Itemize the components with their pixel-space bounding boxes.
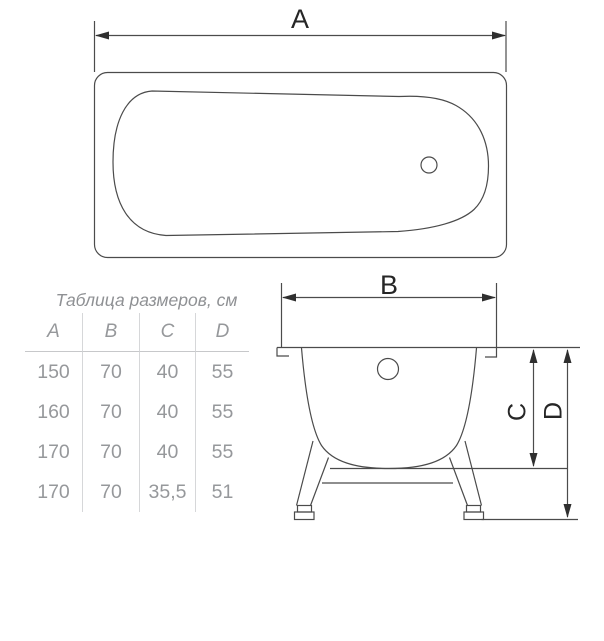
left-foot-ankle xyxy=(298,506,312,513)
right-foot-ankle xyxy=(467,506,481,513)
table-cell: 150 xyxy=(25,352,83,392)
table-cell: 51 xyxy=(211,480,234,503)
dim-c-arrow-down xyxy=(530,453,538,467)
table-cell: 35,5 xyxy=(140,472,196,512)
dim-b-arrow-left xyxy=(282,294,296,302)
table-cell: 70 xyxy=(83,432,140,472)
dim-a-arrow-left xyxy=(95,32,109,40)
left-foot-pad xyxy=(295,512,315,520)
dim-label-d: D xyxy=(539,401,568,421)
right-leg-outer-edge xyxy=(465,441,482,506)
table-cell: 170 xyxy=(25,472,83,512)
right-leg-inner-edge xyxy=(450,458,468,506)
left-leg-outer-edge xyxy=(297,441,314,506)
dim-a-arrow-right xyxy=(492,32,506,40)
overflow-hole xyxy=(378,359,399,380)
table-cell: 40 xyxy=(140,352,196,392)
table-cell: 70 xyxy=(83,352,140,392)
table-cell: 55 xyxy=(211,400,234,423)
table-header-d: D xyxy=(196,313,249,352)
table-cell: 40 xyxy=(140,432,196,472)
front-rim-left-hook xyxy=(277,348,289,357)
tub-body-front-view xyxy=(302,348,477,469)
dim-d-arrow-up xyxy=(564,349,572,363)
dim-b-arrow-right xyxy=(482,294,496,302)
dim-label-c: C xyxy=(503,402,532,422)
table-cell: 55 xyxy=(211,440,234,463)
table-cell: 70 xyxy=(83,472,140,512)
dim-label-b: B xyxy=(379,270,399,300)
drain-hole xyxy=(421,157,437,173)
table-cell: 70 xyxy=(83,392,140,432)
left-leg-inner-edge xyxy=(311,458,329,506)
front-rim-right-hook xyxy=(485,348,497,358)
table-cell: 55 xyxy=(211,360,234,383)
table-header-a: A xyxy=(25,313,83,352)
table-cell: 40 xyxy=(140,392,196,432)
table-cell: 160 xyxy=(25,392,83,432)
dim-d-arrow-down xyxy=(564,504,572,518)
table-header-c: C xyxy=(140,313,196,352)
table-header-b: B xyxy=(83,313,140,352)
right-foot-pad xyxy=(464,512,484,520)
dim-c-arrow-up xyxy=(530,349,538,363)
tub-inner-bowl-top-view xyxy=(113,91,489,236)
size-table xyxy=(25,313,249,512)
dim-label-a: A xyxy=(290,4,310,34)
size-table-title: Таблица размеров, см xyxy=(55,290,238,310)
table-cell: 170 xyxy=(25,432,83,472)
